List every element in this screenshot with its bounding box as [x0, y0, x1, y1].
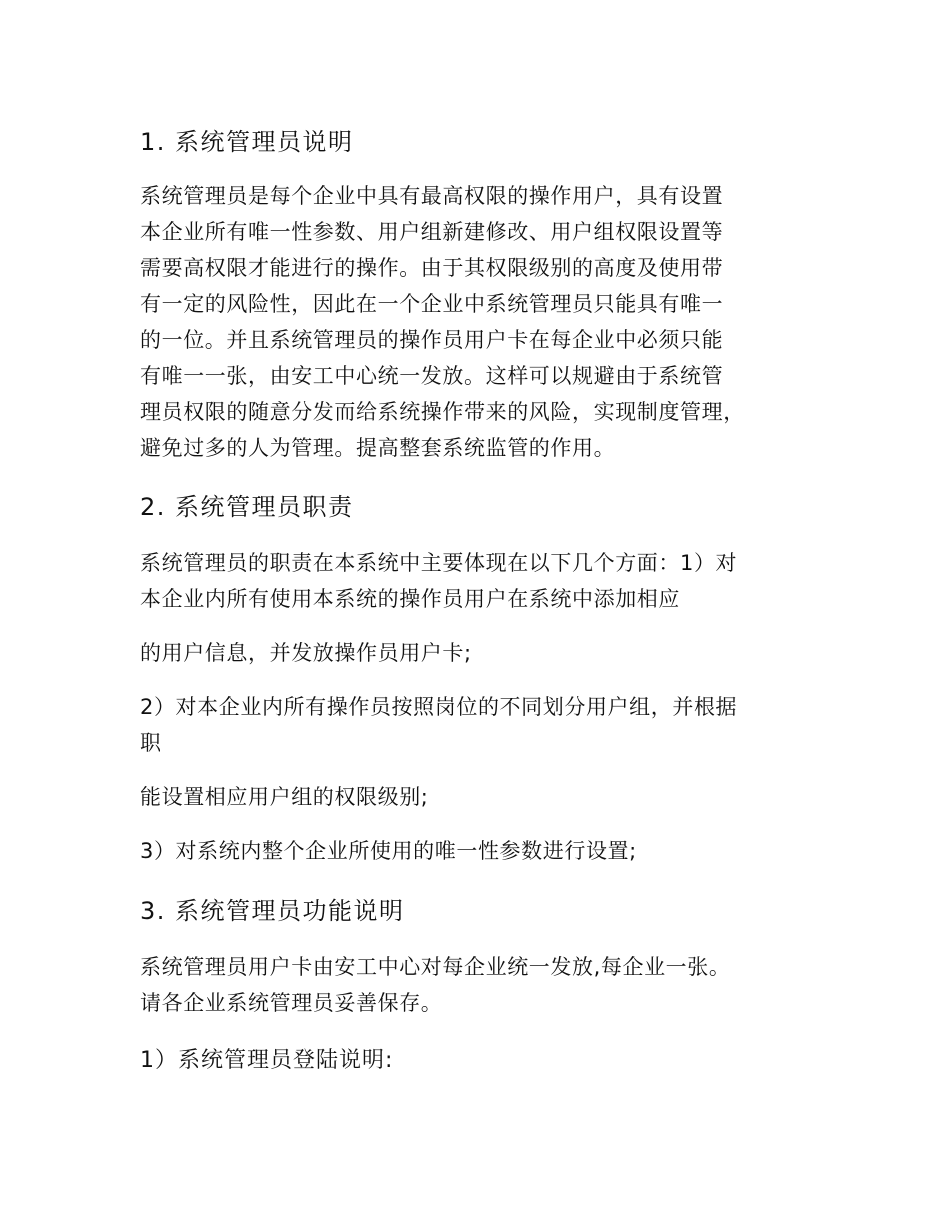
section2-heading: 2. 系统管理员职责 — [140, 493, 354, 521]
paragraph-line: 系统管理员用户卡由安工中心对每企业统一发放,每企业一张。 — [140, 955, 731, 979]
paragraph-line: 的一位。并且系统管理员的操作员用户卡在每企业中必须只能 — [140, 328, 724, 352]
paragraph-line: 有唯一一张，由安工中心统一发放。这样可以规避由于系统管 — [140, 364, 724, 388]
section1-heading: 1. 系统管理员说明 — [140, 128, 354, 156]
section3-heading: 3. 系统管理员功能说明 — [140, 897, 405, 925]
paragraph-line: 2）对本企业内所有操作员按照岗位的不同划分用户组，并根据 — [140, 695, 738, 719]
paragraph-line: 系统管理员的职责在本系统中主要体现在以下几个方面：1）对 — [140, 551, 738, 575]
paragraph-line: 避免过多的人为管理。提高整套系统监管的作用。 — [140, 436, 616, 460]
section2-paragraph-2: 的用户信息，并发放操作员用户卡; — [140, 641, 472, 665]
paragraph-line: 有一定的风险性，因此在一个企业中系统管理员只能具有唯一 — [140, 292, 724, 316]
paragraph-line: 职 — [140, 731, 162, 755]
paragraph-line: 理员权限的随意分发而给系统操作带来的风险，实现制度管理， — [140, 400, 745, 424]
paragraph-line: 本企业所有唯一性参数、用户组新建修改、用户组权限设置等 — [140, 220, 724, 244]
paragraph-line: 本企业内所有使用本系统的操作员用户在系统中添加相应 — [140, 587, 680, 611]
section3-subheading: 1）系统管理员登陆说明: — [140, 1048, 394, 1073]
paragraph-line: 系统管理员是每个企业中具有最高权限的操作用户，具有设置 — [140, 184, 724, 208]
paragraph-line: 请各企业系统管理员妥善保存。 — [140, 991, 443, 1015]
paragraph-line: 需要高权限才能进行的操作。由于其权限级别的高度及使用带 — [140, 256, 724, 280]
section2-paragraph-4: 能设置相应用户组的权限级别; — [140, 785, 429, 809]
section2-paragraph-5: 3）对系统内整个企业所使用的唯一性参数进行设置; — [140, 839, 637, 863]
